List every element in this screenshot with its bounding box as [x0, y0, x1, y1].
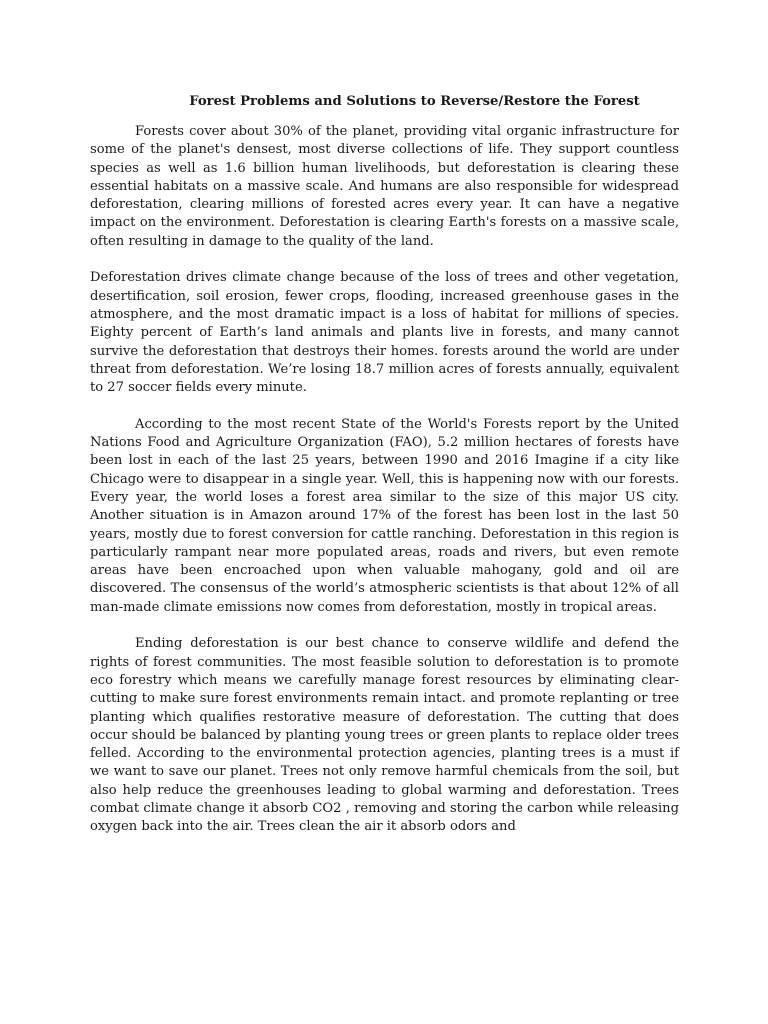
document-page [90, 94, 679, 855]
document-title: Forest Problems and Solutions to Reverse/Restore the Forest [189, 94, 640, 109]
paragraph-3: According to the most recent State of the World's Forests report by the United Nations Food and Agriculture Organization (FAO), 5.2 million hectares of forests have been lost in each of the last 25 years, between 1990 and 2016 Imagine if a city like Chicago were to disappear in a single year. Well, this is happening now with our forests. Every year, the world loses a forest area similar to the size of this major US city. Another situation is in Amazon around 17% of the forest has been lost in the last 50 years, mostly due to forest conversion for cattle ranching. Deforestation in this region is particularly rampant near more populated areas, roads and rivers, but even remote areas have been encroached upon when valuable mahogany, gold and oil are discovered. The consensus of the world’s atmospheric scientists is that about 12% of all man-made climate emissions now comes from deforestation, mostly in tropical areas. [90, 416, 679, 615]
paragraph-4: Ending deforestation is our best chance to conserve wildlife and defend the rights of forest communities. The most feasible solution to deforestation is to promote eco forestry which means we carefully manage forest resources by eliminating clear-cutting to make sure forest environments remain intact. and promote replanting or tree planting which qualifies restorative measure of deforestation. The cutting that does occur should be balanced by planting young trees or green plants to replace older trees felled. According to the environmental protection agencies, planting trees is a must if we want to save our planet. Trees not only remove harmful chemicals from the soil, but also help reduce the greenhouses leading to global warming and deforestation. Trees combat climate change it absorb CO2 , removing and storing the carbon while releasing oxygen back into the air. Trees clean the air it absorb odors and [90, 636, 679, 835]
paragraph-2: Deforestation drives climate change because of the loss of trees and other vegetation, desertification, soil erosion, fewer crops, flooding, increased greenhouse gases in the atmosphere, and the most dramatic impact is a loss of habitat for millions of species. Eighty percent of Earth’s land animals and plants live in forests, and many cannot survive the deforestation that destroys their homes. forests around the world are under threat from deforestation. We’re losing 18.7 million acres of forests annually, equivalent to 27 soccer fields every minute. [90, 270, 679, 396]
paragraph-1: Forests cover about 30% of the planet, providing vital organic infrastructure for some of the planet's densest, most diverse collections of life. They support countless species as well as 1.6 billion human livelihoods, but deforestation is clearing these essential habitats on a massive scale. And humans are also responsible for widespread deforestation, clearing millions of forested acres every year. It can have a negative impact on the environment. Deforestation is clearing Earth's forests on a massive scale, often resulting in damage to the quality of the land. [90, 124, 679, 249]
